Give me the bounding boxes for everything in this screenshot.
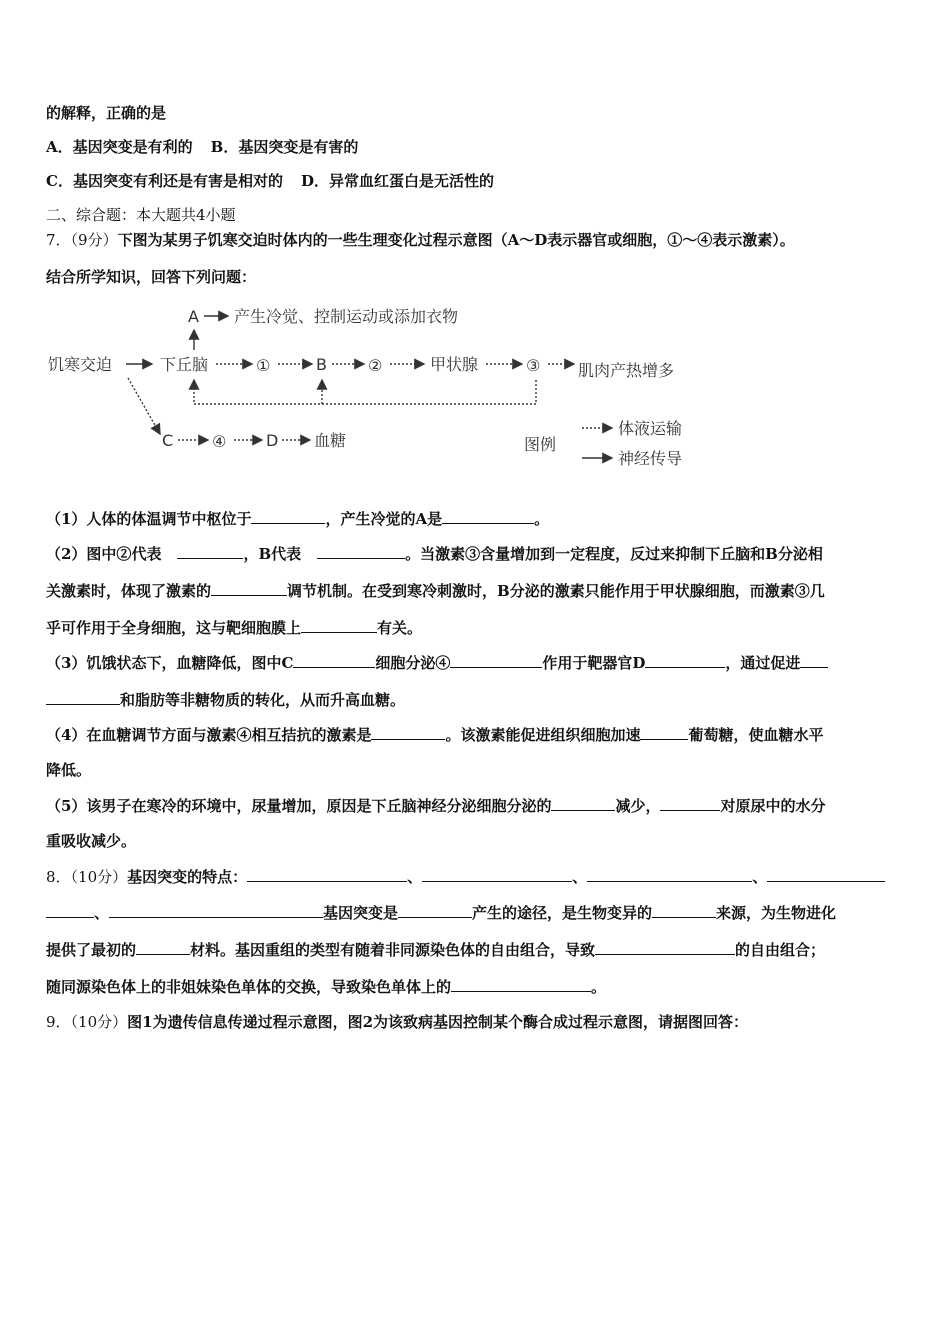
q7-part4-line2: 降低。 <box>46 761 92 779</box>
q8-score: （10分） <box>70 868 128 886</box>
physiology-flow-diagram <box>46 300 706 480</box>
q6-stem-tail: 的解释，正确的是 <box>46 104 167 122</box>
answer-blank[interactable] <box>109 902 323 918</box>
answer-blank[interactable] <box>293 652 375 668</box>
answer-blank[interactable] <box>660 795 720 811</box>
q8-number: 8． <box>46 868 71 886</box>
node-hormone-2: ② <box>368 356 383 375</box>
node-thyroid: 甲状腺 <box>430 355 479 374</box>
answer-blank[interactable] <box>442 508 534 524</box>
q7-part2-line3: 乎可作用于全身细胞，这与靶细胞膜上 有关。 <box>46 619 423 637</box>
answer-blank[interactable] <box>595 939 735 955</box>
answer-blank[interactable] <box>301 617 377 633</box>
legend-title: 图例 <box>524 435 557 454</box>
q7-part4-line1: （4）在血糖调节方面与激素④相互拮抗的激素是 。该激素能促进组织细胞加速 葡萄糖，使血糖水平 <box>46 726 824 744</box>
a-result-text: 产生冷觉、控制运动或添加衣物 <box>234 307 459 326</box>
node-hormone-4: ④ <box>212 432 227 451</box>
q7-part3-line1: （3）饥饿状态下，血糖降低，图中C 细胞分泌④ 作用于靶器官D ，通过促进 <box>46 652 828 673</box>
q8-line1: 8．（10分）基因突变的特点： 、 、 、 <box>46 866 885 887</box>
q7-part5-line2: 重吸收减少。 <box>46 832 137 850</box>
node-b: B <box>316 355 327 374</box>
answer-blank[interactable] <box>211 580 287 596</box>
q9-score: （10分） <box>70 1013 128 1031</box>
answer-blank[interactable] <box>652 902 716 918</box>
node-hormone-3: ③ <box>526 356 541 375</box>
q7-stem-line1: 7．（9分）下图为某男子饥寒交迫时体内的一些生理变化过程示意图（A～D表示器官或细胞，①～④表示激素）。 <box>46 231 795 249</box>
q6-option-b: B．基因突变是有害的 <box>210 138 359 156</box>
answer-blank[interactable] <box>640 724 688 740</box>
answer-blank[interactable] <box>398 902 472 918</box>
answer-blank[interactable] <box>450 652 542 668</box>
q8-line2: 、 基因突变是 产生的途径，是生物变异的 来源，为生物进化 <box>46 902 836 923</box>
q6-option-a: A．基因突变是有利的 <box>46 138 193 156</box>
q8-line3: 提供了最初的 材料。基因重组的类型有随着非同源染色体的自由组合，导致 的自由组合； <box>46 941 826 959</box>
answer-blank[interactable] <box>247 866 407 882</box>
arrow-stimulus-c <box>128 378 160 434</box>
q9-stem: 9．（10分）图1为遗传信息传递过程示意图，图2为该致病基因控制某个酶合成过程示意图，请据图回答： <box>46 1013 749 1031</box>
answer-blank[interactable] <box>767 866 885 882</box>
section-header: 二、综合题：本大题共4小题 <box>46 206 236 224</box>
node-a: A <box>188 307 199 326</box>
q7-part5-line1: （5）该男子在寒冷的环境中，尿量增加，原因是下丘脑神经分泌细胞分泌的 减少， 对原尿中的水分 <box>46 797 826 815</box>
answer-blank[interactable] <box>645 652 725 668</box>
answer-blank[interactable] <box>46 689 120 705</box>
answer-blank[interactable] <box>317 543 405 559</box>
glucose-text: 血糖 <box>314 431 347 450</box>
answer-blank[interactable] <box>371 724 445 740</box>
q6-options-ab <box>46 137 358 157</box>
answer-blank[interactable] <box>251 508 325 524</box>
answer-blank[interactable] <box>136 939 190 955</box>
q9-number: 9． <box>46 1013 71 1031</box>
q7-part2-line2: 关激素时，体现了激素的 调节机制。在受到寒冷刺激时，B分泌的激素只能作用于甲状腺细胞，而激素③几 <box>46 582 825 600</box>
answer-blank[interactable] <box>800 652 828 668</box>
node-hormone-1: ① <box>256 356 271 375</box>
answer-blank[interactable] <box>177 543 243 559</box>
muscle-result-text: 肌肉产热增多 <box>578 361 675 380</box>
node-c: C <box>162 431 174 450</box>
node-d: D <box>266 431 279 450</box>
answer-blank[interactable] <box>422 866 572 882</box>
stimulus-text: 饥寒交迫 <box>48 355 113 374</box>
q7-part2-line1: （2）图中②代表 ，B代表 。当激素③含量增加到一定程度，反过来抑制下丘脑和B分泌相 <box>46 545 823 563</box>
q8-line4: 随同源染色体上的非姐妹染色单体的交换，导致染色单体上的 。 <box>46 978 607 996</box>
q7-number: 7． <box>46 231 71 249</box>
q7-stem-line2: 结合所学知识，回答下列问题： <box>46 268 257 286</box>
answer-blank[interactable] <box>46 902 94 918</box>
legend-humoral-text: 体液运输 <box>618 419 683 438</box>
q6-options-cd <box>46 171 494 191</box>
answer-blank[interactable] <box>551 795 615 811</box>
q7-score: （9分） <box>70 231 118 249</box>
legend-neural-text: 神经传导 <box>618 449 683 468</box>
answer-blank[interactable] <box>587 866 752 882</box>
q7-part3-line2: 和脂肪等非糖物质的转化，从而升高血糖。 <box>46 689 405 710</box>
answer-blank[interactable] <box>451 976 591 992</box>
q7-part1: （1）人体的体温调节中枢位于 ，产生冷觉的A是 。 <box>46 510 550 528</box>
q6-option-c: C．基因突变有利还是有害是相对的 <box>46 172 283 190</box>
q6-option-d: D．异常血红蛋白是无活性的 <box>300 172 494 190</box>
node-hypothalamus: 下丘脑 <box>160 355 209 374</box>
feedback-arrow-hypothalamus <box>194 380 536 404</box>
